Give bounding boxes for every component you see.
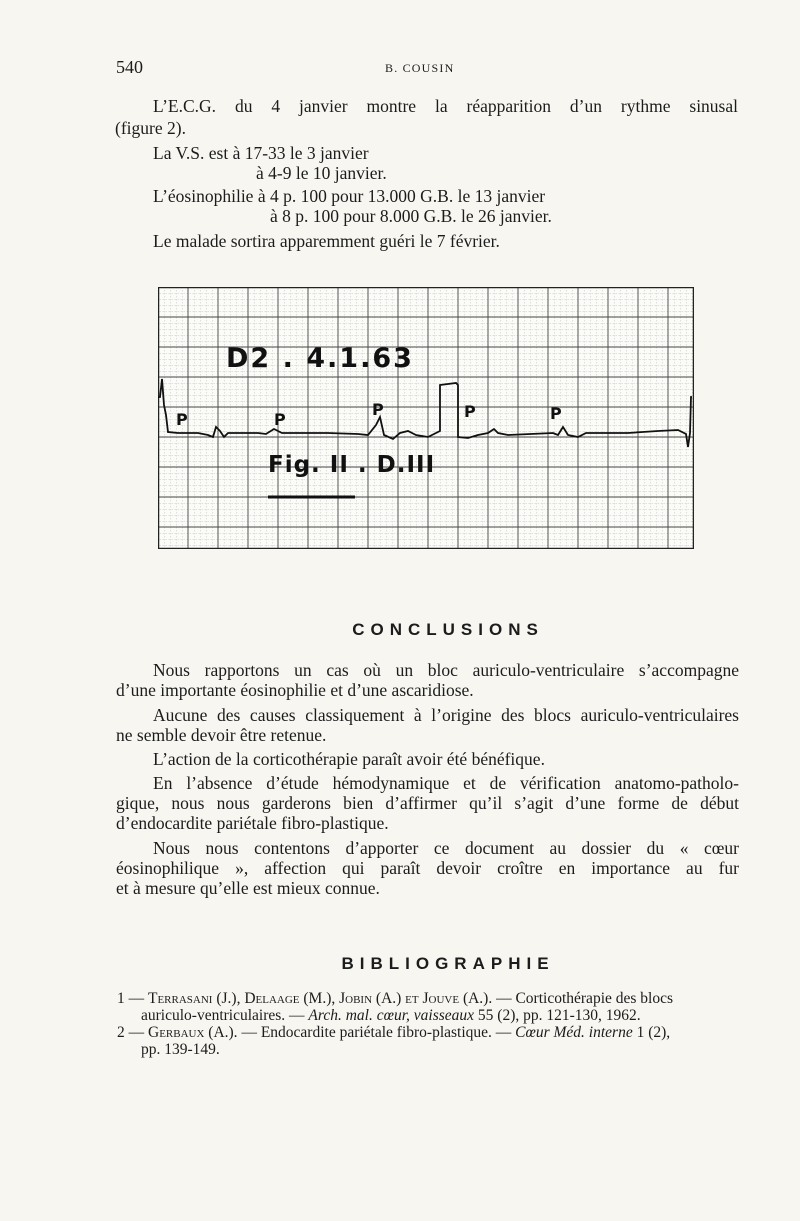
body-line: à 8 p. 100 pour 8.000 G.B. le 26 janvier.	[270, 206, 552, 226]
ecg-strip	[158, 287, 694, 549]
reference-title: — Endocardite pariétale fibro-plastique. —	[237, 1024, 516, 1041]
body-line: gique, nous nous garderons bien d’affirmer qu’il s’agit d’une forme de début	[116, 793, 739, 813]
reference-authors: Terrasani (J.), Delaage (M.), Jobin (A.) et Jouve (A.).	[148, 990, 493, 1007]
reference-2	[117, 1024, 670, 1041]
ecg-figure	[158, 287, 694, 549]
p-wave-label: P	[274, 410, 286, 429]
body-line: L’E.C.G. du 4 janvier montre la réapparition d’un rythme sinusal	[153, 96, 738, 116]
reference-details: 1 (2),	[632, 1024, 671, 1041]
reference-number: 1 —	[117, 990, 145, 1007]
reference-number: 2 —	[117, 1024, 145, 1041]
reference-2-cont: pp. 139-149.	[141, 1041, 220, 1058]
body-line: d’une importante éosinophilie et d’une ascaridiose.	[116, 680, 474, 700]
conclusions-heading: CONCLUSIONS	[352, 620, 544, 639]
p-wave-label: P	[464, 402, 476, 421]
reference-title: — Corticothérapie des blocs	[492, 990, 674, 1007]
reference-1-cont	[141, 1007, 641, 1024]
p-wave-label: P	[176, 410, 188, 429]
body-line: et à mesure qu’elle est mieux connue.	[116, 878, 380, 898]
reference-journal: Arch. mal. cœur, vaisseaux	[308, 1007, 475, 1024]
body-line: d’endocardite pariétale fibro-plastique.	[116, 813, 389, 833]
body-line: L’éosinophilie à 4 p. 100 pour 13.000 G.B. le 13 janvier	[153, 186, 546, 206]
body-line: En l’absence d’étude hémodynamique et de vérification anatomo-patholo-	[153, 773, 739, 793]
body-line: L’action de la corticothérapie paraît avoir été bénéfique.	[153, 749, 545, 769]
handwritten-caption: Fig. II . D.III	[268, 452, 436, 478]
body-line: Nous rapportons un cas où un bloc auriculo-ventriculaire s’accompagne	[153, 660, 739, 680]
reference-title: auriculo-ventriculaires. —	[141, 1007, 309, 1024]
body-line: éosinophilique », affection qui paraît devoir croître en importance au fur	[116, 858, 739, 878]
reference-journal: Cœur Méd. interne	[515, 1024, 633, 1041]
reference-details: 55 (2), pp. 121-130, 1962.	[474, 1007, 641, 1024]
body-line: (figure 2).	[115, 118, 186, 138]
body-line: Nous nous contentons d’apporter ce document au dossier du « cœur	[153, 838, 739, 858]
page-number: 540	[116, 57, 143, 77]
reference-1	[117, 990, 673, 1007]
p-wave-label: P	[372, 400, 384, 419]
body-line: Le malade sortira apparemment guéri le 7 février.	[153, 231, 500, 251]
body-line: La V.S. est à 17-33 le 3 janvier	[153, 143, 369, 163]
handwritten-date: D2 . 4.1.63	[226, 343, 414, 374]
body-line: ne semble devoir être retenue.	[116, 725, 327, 745]
p-wave-label: P	[550, 404, 562, 423]
bibliography-heading: BIBLIOGRAPHIE	[341, 954, 555, 973]
body-line: à 4-9 le 10 janvier.	[256, 163, 387, 183]
body-line: Aucune des causes classiquement à l’origine des blocs auriculo-ventriculaires	[153, 705, 739, 725]
reference-authors: Gerbaux (A.).	[148, 1024, 238, 1041]
running-head: B. COUSIN	[385, 61, 455, 75]
